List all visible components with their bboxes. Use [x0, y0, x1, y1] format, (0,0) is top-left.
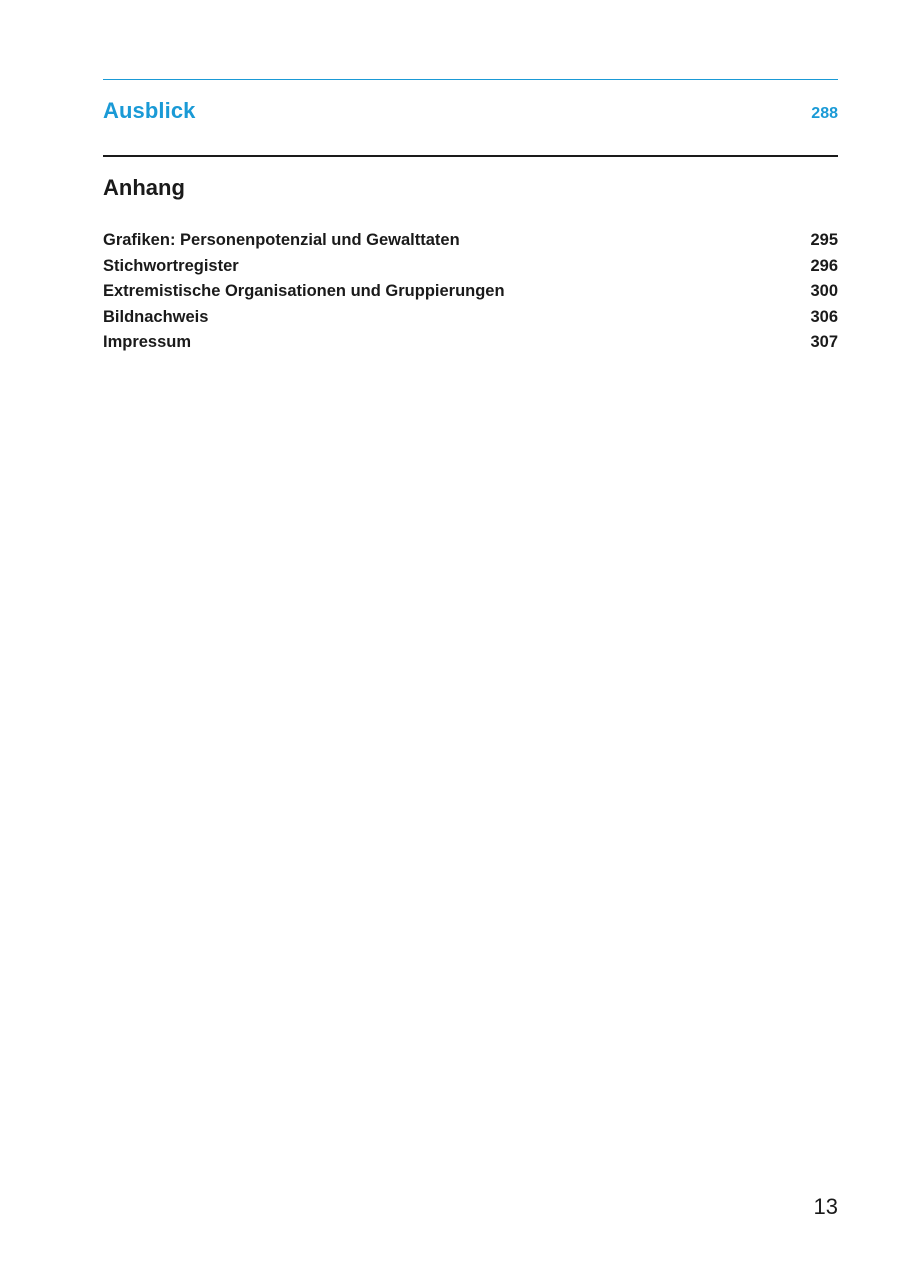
section-title-anhang: Anhang — [103, 175, 185, 200]
toc-entry-page: 307 — [810, 333, 838, 351]
toc-entry-page: 295 — [810, 231, 838, 249]
toc-entry-page: 296 — [810, 256, 838, 275]
toc-entry-label: Stichwortregister — [103, 256, 239, 275]
section-page-ausblick: 288 — [811, 105, 838, 122]
toc-entry-label: Bildnachweis — [103, 307, 209, 326]
toc-entry-label: Extremistische Organisationen und Gruppierungen — [103, 282, 505, 300]
toc-entry[interactable] — [103, 231, 838, 257]
toc-entry-page: 300 — [810, 282, 838, 300]
toc-entry[interactable] — [103, 282, 838, 308]
toc-entry[interactable] — [103, 333, 838, 359]
toc-entry[interactable] — [103, 257, 838, 283]
toc-list-anhang — [103, 231, 838, 359]
toc-entry-ausblick[interactable] — [103, 98, 838, 130]
toc-entry-label: Grafiken: Personenpotenzial und Gewalttaten — [103, 231, 460, 249]
toc-entry-label: Impressum — [103, 333, 192, 351]
toc-entry-page: 306 — [810, 307, 838, 326]
toc-entry[interactable] — [103, 308, 838, 334]
section-divider — [103, 155, 838, 157]
section-title-ausblick: Ausblick — [103, 98, 196, 123]
top-divider — [103, 79, 838, 80]
page-number: 13 — [813, 1194, 838, 1219]
